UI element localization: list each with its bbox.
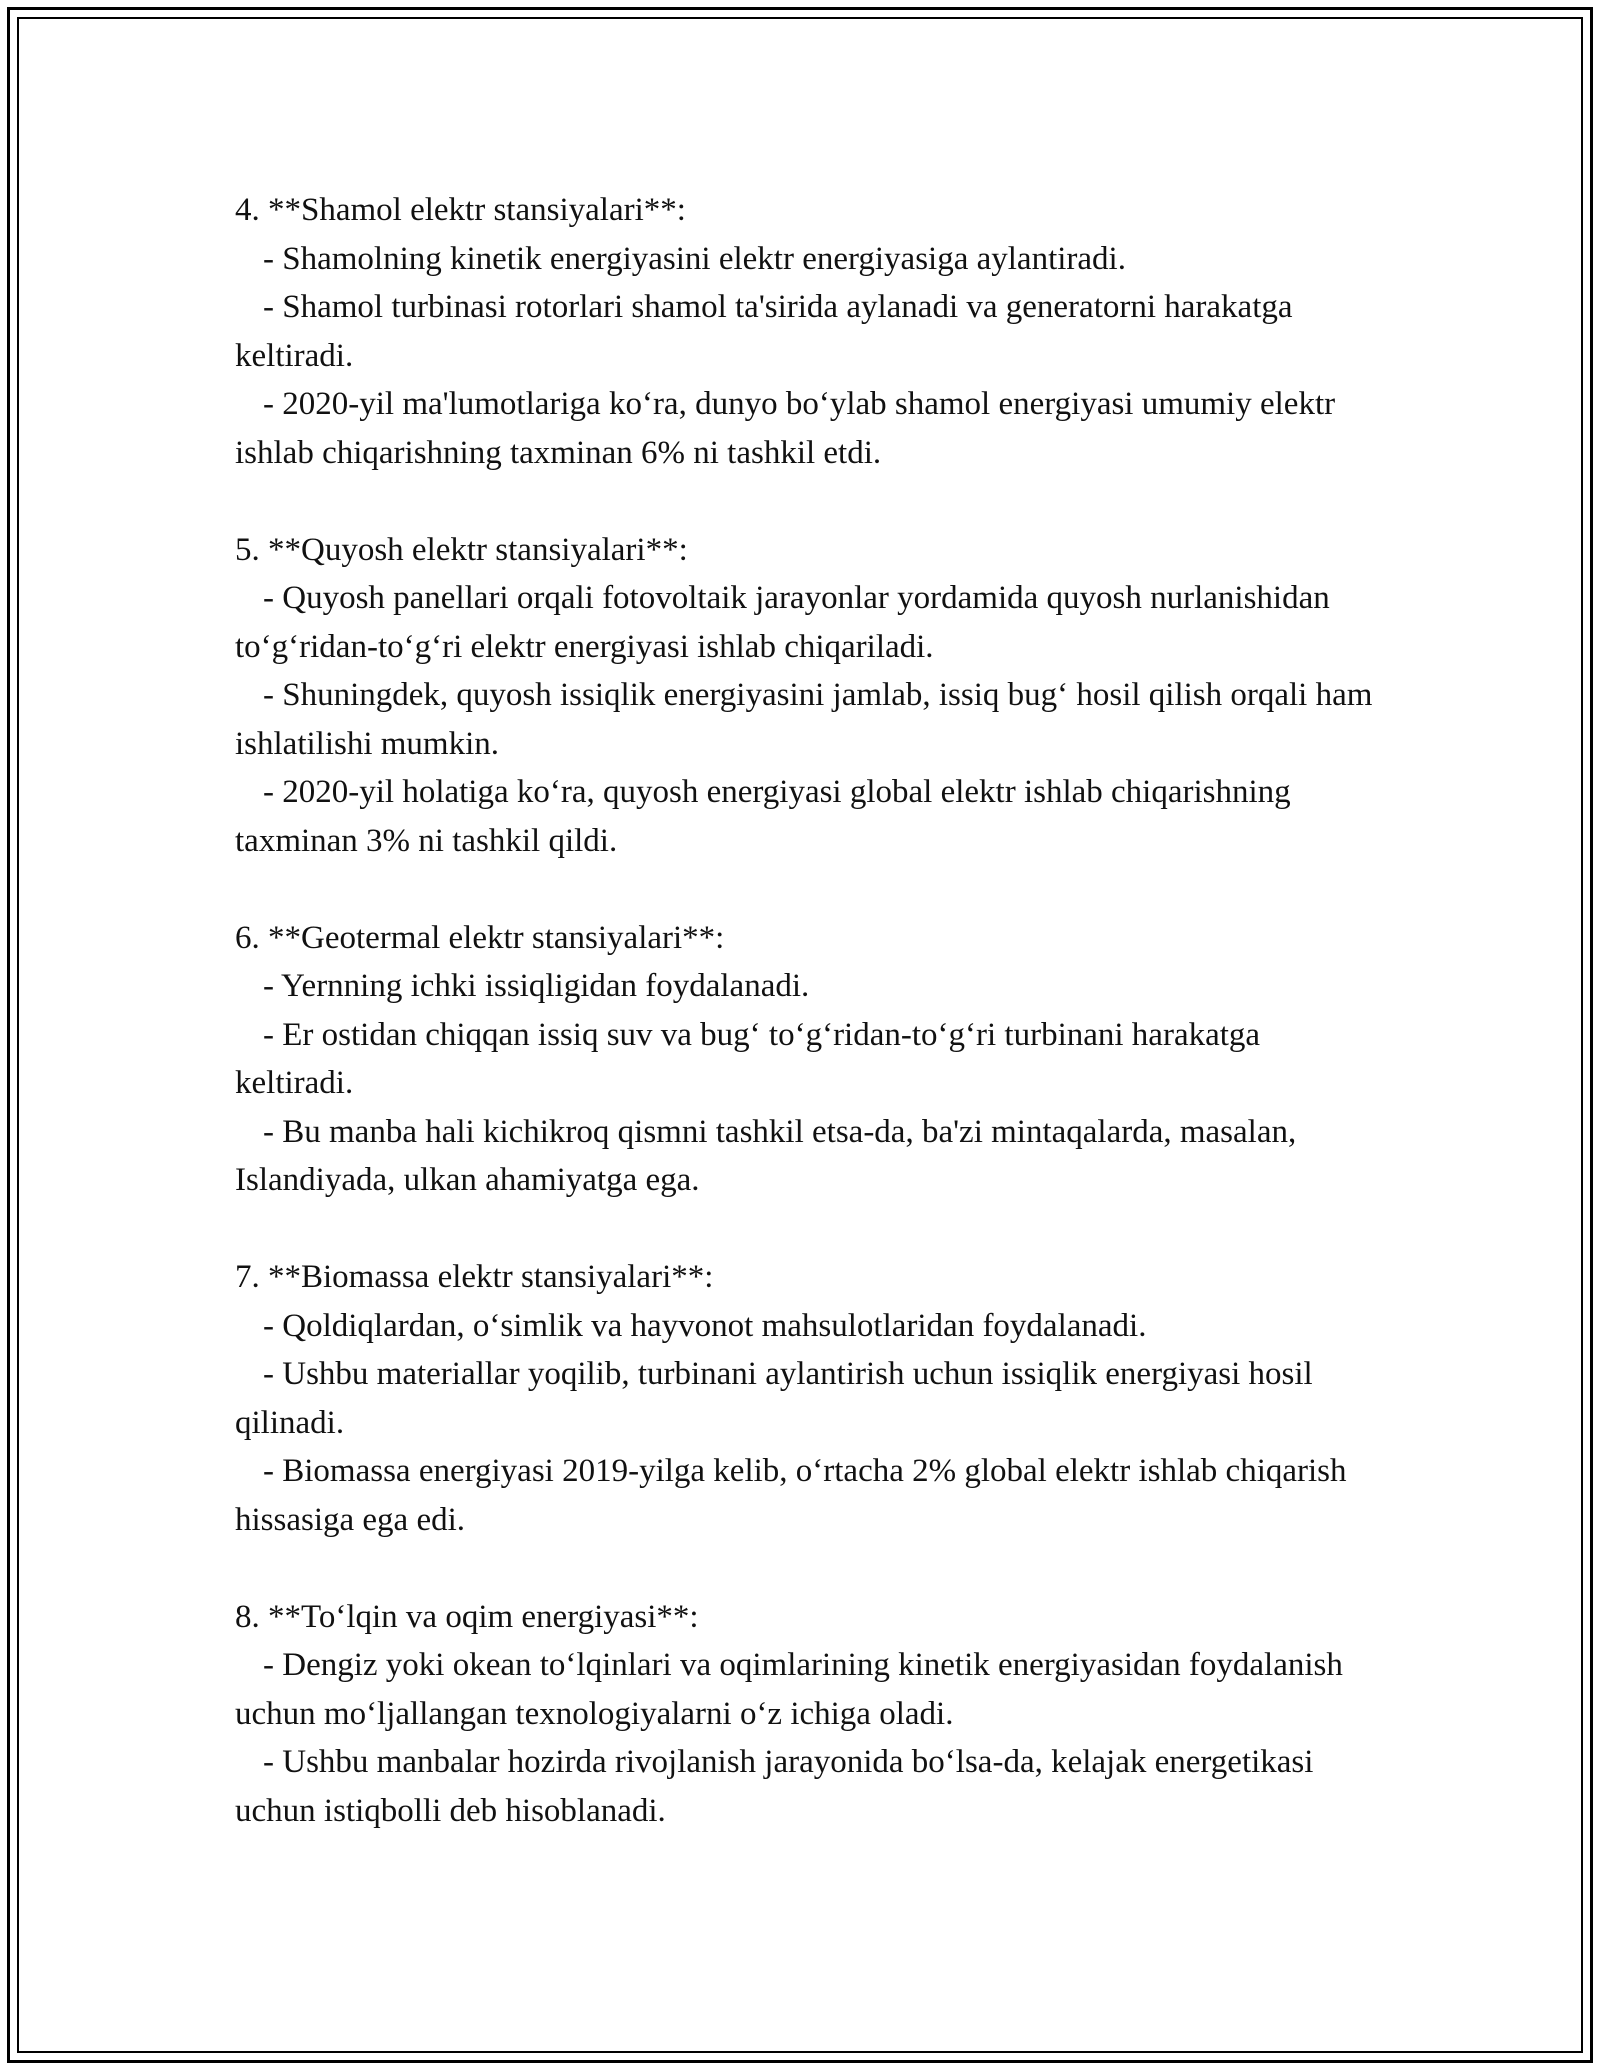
bullet-item: - Qoldiqlardan, o‘simlik va hayvonot mahsulotlaridan foydalanadi. (263, 1307, 1147, 1344)
bullet-item: - Shamolning kinetik energiyasini elektr energiyasiga aylantiradi. (263, 240, 1126, 277)
bullet-item: - Shuningdek, quyosh issiqlik energiyasini jamlab, issiq bug‘ hosil qilish orqali ham ishlatilishi mumkin. (235, 677, 1373, 762)
bullet-item: - Er ostidan chiqqan issiq suv va bug‘ to‘g‘ridan-to‘g‘ri turbinani harakatga keltiradi. (235, 1016, 1261, 1101)
section-heading: 7. **Biomassa elektr stansiyalari**: (235, 1259, 714, 1295)
bullet-item: - Shamol turbinasi rotorlari shamol ta'sirida aylanadi va generatorni harakatga keltiradi. (235, 289, 1293, 374)
section-wind (235, 186, 1385, 477)
bullet-item: - Yernning ichki issiqligidan foydalanadi. (263, 968, 810, 1004)
bullet-item: - Quyosh panellari orqali fotovoltaik jarayonlar yordamida quyosh nurlanishidan to‘g‘ridan-to‘g‘ri elektr energiyasi ishlab chiqariladi. (235, 580, 1330, 665)
section-heading: 8. **To‘lqin va oqim energiyasi**: (235, 1598, 699, 1635)
bullet-item: - Ushbu materiallar yoqilib, turbinani aylantirish uchun issiqlik energiyasi hosil qilinadi. (235, 1356, 1313, 1441)
section-heading: 6. **Geotermal elektr stansiyalari**: (235, 919, 725, 956)
section-heading: 4. **Shamol elektr stansiyalari**: (235, 192, 686, 228)
bullet-item: - 2020-yil holatiga ko‘ra, quyosh energiyasi global elektr ishlab chiqarishning taxminan 3% ni tashkil qildi. (235, 774, 1291, 859)
section-geothermal (235, 914, 1385, 1205)
bullet-item: - Dengiz yoki okean to‘lqinlari va oqimlarining kinetik energiyasidan foydalanish uchun mo‘ljallangan texnologiyalarni o‘z ichiga oladi. (235, 1647, 1343, 1732)
section-heading: 5. **Quyosh elektr stansiyalari**: (235, 531, 688, 568)
section-wave-tidal (235, 1593, 1385, 1836)
document-body (235, 186, 1385, 1884)
bullet-item: - Ushbu manbalar hozirda rivojlanish jarayonida bo‘lsa-da, kelajak energetikasi uchun istiqbolli deb hisoblanadi. (235, 1744, 1314, 1829)
bullet-item: - 2020-yil ma'lumotlariga ko‘ra, dunyo bo‘ylab shamol energiyasi umumiy elektr ishlab chiqarishning taxminan 6% ni tashkil etdi. (235, 386, 1336, 471)
section-solar (235, 526, 1385, 866)
bullet-item: - Bu manba hali kichikroq qismni tashkil etsa-da, ba'zi mintaqalarda, masalan, Islandiyada, ulkan ahamiyatga ega. (235, 1113, 1297, 1198)
section-biomass (235, 1253, 1385, 1544)
bullet-item: - Biomassa energiyasi 2019-yilga kelib, o‘rtacha 2% global elektr ishlab chiqarish hissasiga ega edi. (235, 1453, 1347, 1538)
